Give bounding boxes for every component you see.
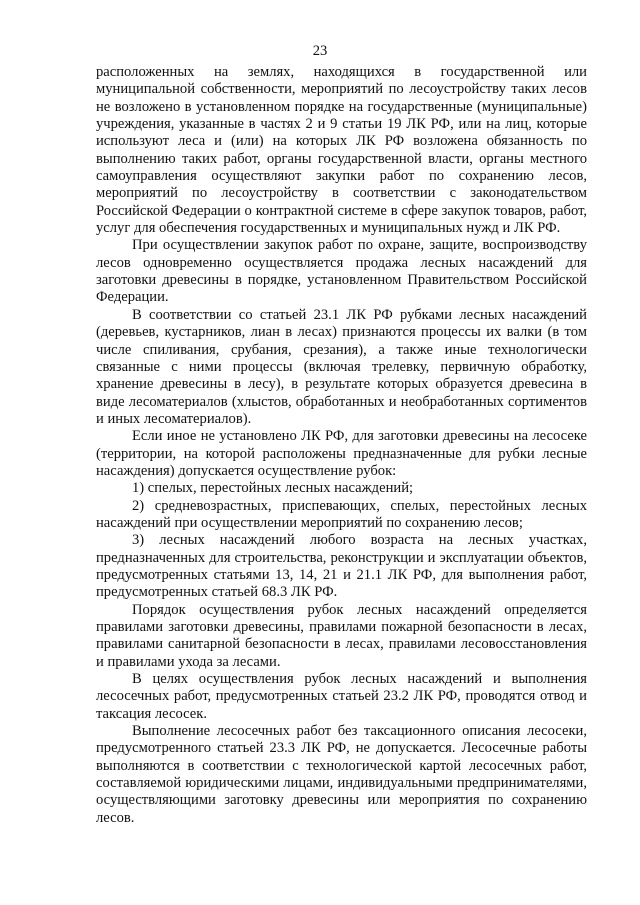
list-item-3: 3) лесных насаждений любого возраста на лесных участках, предназначенных для строительства, реконструкции и эксплуатации объектов, предусмотренных статьями 13, 14, 21 и 21.1 ЛК РФ, для выполнения работ, предусмотренных статьей 68.3 ЛК РФ. [96,532,587,601]
paragraph-allotment: В целях осуществления рубок лесных насаждений и выполнения лесосечных работ, предусмотренных статьей 23.2 ЛК РФ, проводятся отвод и таксация лесосек. [96,671,587,722]
page-number: 23 [312,43,328,59]
paragraph-continued: расположенных на землях, находящихся в государственной или муниципальной собственности, мероприятий по лесоустройству таких лесов не возложено в установленном порядке на государственные (муниципальные) учреждения, указанные в частях 2 и 9 статьи 19 ЛК РФ, или на лиц, которые используют леса и (или) на которых ЛК РФ возложена обязанность по выполнению таких работ, органы государственной власти, органы местного самоуправления осуществляют закупки работ по сохранению лесов, мероприятий по лесоустройству в соответствии с законодательством Российской Федерации о контрактной системе в сфере закупок товаров, работ, услуг для обеспечения государственных и муниципальных нужд и ЛК РФ. [96,64,587,237]
list-item-1: 1) спелых, перестойных лесных насаждений; [132,480,414,497]
paragraph-felling-definition: В соответствии со статьей 23.1 ЛК РФ рубками лесных насаждений (деревьев, кустарников, лиан в лесах) признаются процессы их валки (в том числе спиливания, срубания, срезания), а также иные технологически связанные с ними процессы (включая трелевку, первичную обработку, хранение древесины в лесу), в результате которых образуется древесина в виде лесоматериалов (хлыстов, обработанных и необработанных сортиментов и иных лесоматериалов). [96,306,587,427]
paragraph-logging-works: Выполнение лесосечных работ без таксационного описания лесосеки, предусмотренного статьей 23.3 ЛК РФ, не допускается. Лесосечные работы выполняются в соответствии с технологической картой лесосечных работ, составляемой юридическими лицами, индивидуальными предпринимателями, осуществляющими заготовку древесины или мероприятия по сохранению лесов. [96,723,587,826]
document-body [96,64,587,827]
paragraph-felling-rules: Порядок осуществления рубок лесных насаждений определяется правилами заготовки древесины, правилами пожарной безопасности в лесах, правилами санитарной безопасности в лесах, правилами лесовосстановления и правилами ухода за лесами. [96,601,587,670]
paragraph-felling-allowed: Если иное не установлено ЛК РФ, для заготовки древесины на лесосеке (территории, на которой расположены предназначенные для рубки лесные насаждения) допускается осуществление рубок: [96,428,587,479]
paragraph-procurement: При осуществлении закупок работ по охране, защите, воспроизводству лесов одновременно осуществляется продажа лесных насаждений для заготовки древесины в порядке, установленном Правительством Российской Федерации. [96,237,587,306]
list-item-2: 2) средневозрастных, приспевающих, спелых, перестойных лесных насаждений при осуществлении мероприятий по сохранению лесов; [96,497,587,531]
